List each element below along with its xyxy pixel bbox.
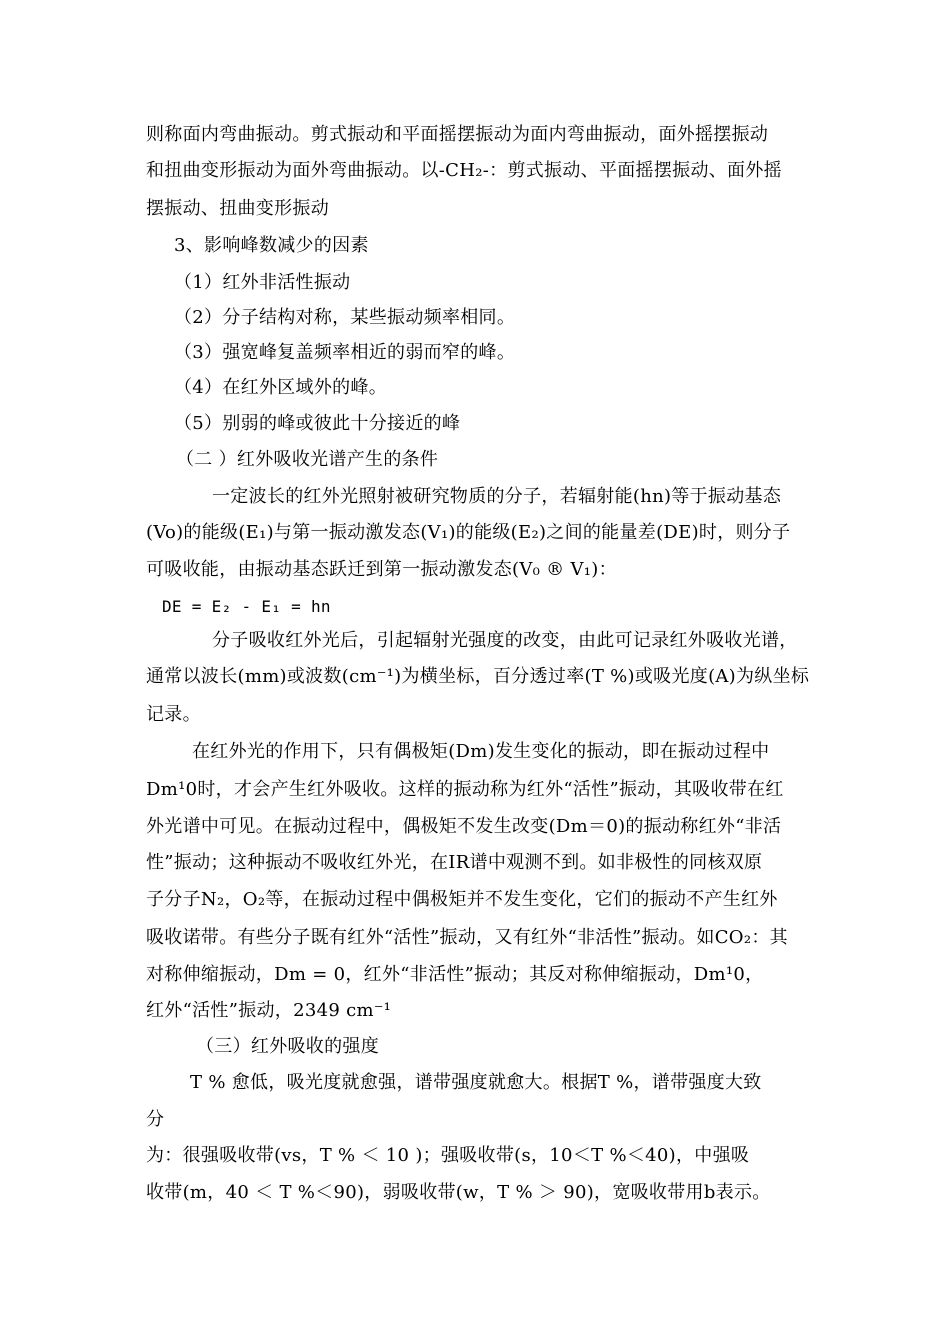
equation: DE = E₂ - E₁ = hn <box>162 597 331 616</box>
text-line: 吸收诺带。有些分子既有红外“活性”振动，又有红外“非活性”振动。如CO₂：其 <box>146 927 788 948</box>
text-line: (Vo)的能级(E₁)与第一振动激发态(V₁)的能级(E₂)之间的能量差(DE)时，则分子 <box>146 522 791 543</box>
text-line: Dm¹0时，才会产生红外吸收。这样的振动称为红外“活性”振动，其吸收带在红 <box>146 779 784 800</box>
section-heading: （三）红外吸收的强度 <box>196 1036 379 1057</box>
section-heading: 3、影响峰数减少的因素 <box>174 235 369 256</box>
text-line: 和扭曲变形振动为面外弯曲振动。以-CH₂-：剪式振动、平面摇摆振动、面外摇 <box>146 160 782 181</box>
text-line: 记录。 <box>146 704 201 725</box>
text-line: 分子吸收红外光后，引起辐射光强度的改变，由此可记录红外吸收光谱， <box>212 630 798 651</box>
text-line: 性”振动；这种振动不吸收红外光，在IR谱中观测不到。如非极性的同核双原 <box>146 852 763 873</box>
list-item: （5）别弱的峰或彼此十分接近的峰 <box>174 413 461 434</box>
list-item: （3）强宽峰复盖频率相近的弱而窄的峰。 <box>174 342 516 363</box>
text-line: 红外“活性”振动，2349 cm⁻¹ <box>146 1000 392 1021</box>
text-line: 子分子N₂，O₂等，在振动过程中偶极矩并不发生变化，它们的振动不产生红外 <box>146 889 778 910</box>
list-item: （2）分子结构对称，某些振动频率相同。 <box>174 307 516 328</box>
list-item: （4）在红外区域外的峰。 <box>174 377 388 398</box>
text-line: 一定波长的红外光照射被研究物质的分子，若辐射能(hn)等于振动基态 <box>212 486 782 507</box>
section-heading: （二 ）红外吸收光谱产生的条件 <box>176 449 439 470</box>
text-line: 外光谱中可见。在振动过程中，偶极矩不发生改变(Dm＝0)的振动称红外“非活 <box>146 816 782 837</box>
text-line: 可吸收能，由振动基态跃迁到第一振动激发态(V₀ ® V₁)： <box>146 559 617 580</box>
text-line: 分 <box>146 1109 165 1130</box>
text-line: 摆振动、扭曲变形振动 <box>146 198 329 219</box>
text-line: T % 愈低，吸光度就愈强，谱带强度就愈大。根据T %，谱带强度大致 <box>190 1072 762 1093</box>
list-item: （1）红外非活性振动 <box>174 272 351 293</box>
text-line: 在红外光的作用下，只有偶极矩(Dm)发生变化的振动，即在振动过程中 <box>192 741 770 762</box>
text-line: 对称伸缩振动，Dm = 0，红外“非活性”振动；其反对称伸缩振动，Dm¹0， <box>146 964 764 985</box>
text-line: 为：很强吸收带(vs，T % ＜ 10 )；强吸收带(s，10＜T %＜40)，中强吸 <box>146 1145 750 1166</box>
text-line: 通常以波长(mm)或波数(cm⁻¹)为横坐标，百分透过率(T %)或吸光度(A)为纵坐标 <box>146 666 810 687</box>
text-line: 收带(m，40 ＜ T %＜90)，弱吸收带(w，T % ＞ 90)，宽吸收带用b表示。 <box>146 1182 771 1203</box>
text-line: 则称面内弯曲振动。剪式振动和平面摇摆振动为面内弯曲振动，面外摇摆振动 <box>146 124 769 145</box>
